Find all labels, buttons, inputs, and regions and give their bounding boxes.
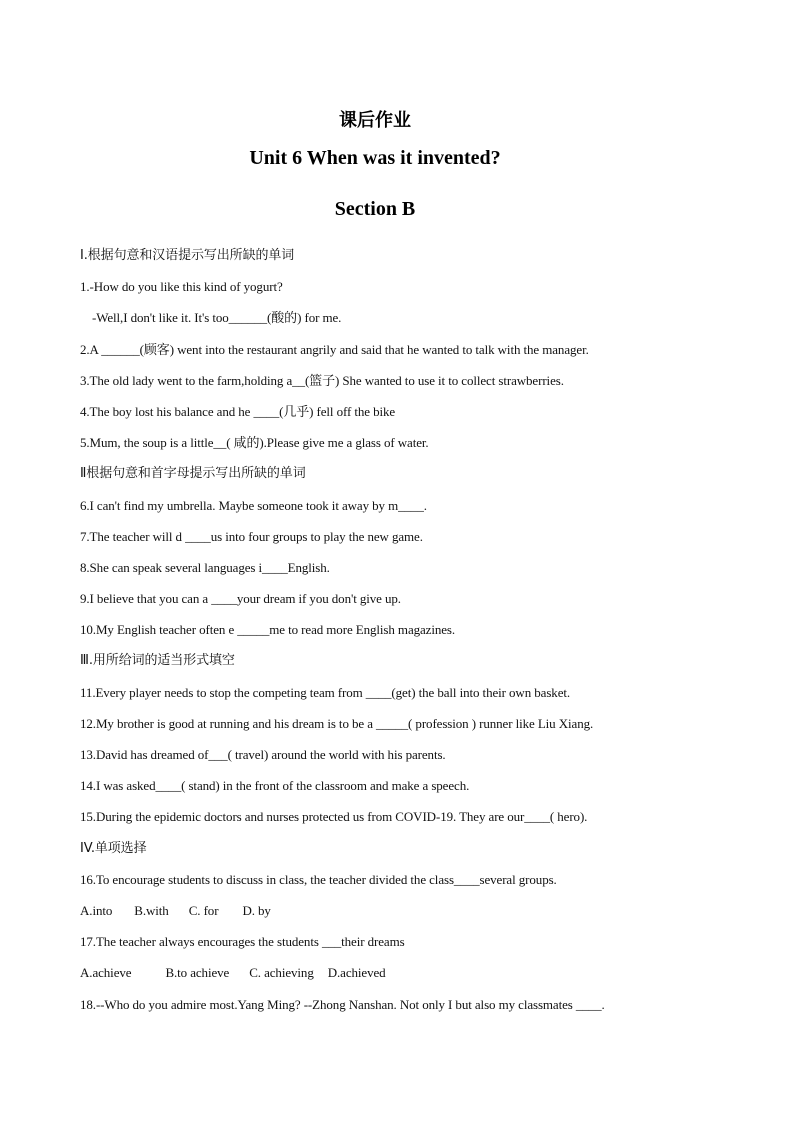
question-line: 18.--Who do you admire most.Yang Ming? --Zhong Nanshan. Not only I but also my classmates ____.	[80, 996, 605, 1012]
question-line: 14.I was asked____( stand) in the front of the classroom and make a speech.	[80, 778, 470, 794]
section-heading: I.根据句意和汉语提示写出所缺的单词	[80, 248, 295, 263]
question-line: 13.David has dreamed of___( travel) around the world with his parents.	[80, 747, 446, 762]
option-c: C. for	[188, 902, 219, 918]
question-line: 11.Every player needs to stop the competing team from ____(get) the ball into their own basket.	[80, 684, 571, 700]
question-line: 5.Mum, the soup is a little__( 咸的).Please give me a glass of water.	[80, 435, 429, 451]
answer-options	[80, 895, 720, 926]
section-heading: Ⅲ.用所给词的适当形式填空	[80, 653, 235, 669]
section-heading: IV.单项选择	[80, 840, 147, 856]
section-heading: Ⅱ根据句意和首字母提示写出所缺的单词	[80, 466, 306, 482]
question-line: 10.My English teacher often e _____me to read more English magazines.	[80, 622, 456, 638]
option-b: B.with	[134, 902, 169, 918]
unit-title: Unit 6 When was it invented?	[249, 147, 501, 169]
option-d: D. by	[242, 902, 271, 918]
answer-options	[80, 957, 720, 988]
question-line: 16.To encourage students to discuss in class, the teacher divided the class____several groups.	[80, 871, 557, 887]
question-line: 17.The teacher always encourages the students ___their dreams	[80, 934, 405, 950]
question-line: 2.A ______(顾客) went into the restaurant angrily and said that he wanted to talk with the manager.	[80, 341, 589, 357]
question-line: 8.She can speak several languages i____English.	[80, 559, 330, 575]
option-c: C. achieving	[249, 965, 314, 981]
option-d: D.achieved	[327, 965, 386, 981]
option-a: A.into	[80, 902, 113, 918]
option-a: A.achieve	[80, 965, 132, 981]
question-line: 3.The old lady went to the farm,holding a__(篮子) She wanted to use it to collect strawberries.	[80, 372, 564, 388]
question-line: 7.The teacher will d ____us into four groups to play the new game.	[80, 528, 423, 544]
exercise-list	[80, 240, 720, 1020]
question-line: 4.The boy lost his balance and he ____(几乎) fell off the bike	[80, 403, 396, 419]
question-line: 12.My brother is good at running and his dream is to be a _____( profession ) runner like Liu Xiang.	[80, 715, 594, 731]
section-title: Section B	[334, 198, 416, 220]
homework-title: 课后作业	[339, 110, 411, 131]
option-b: B.to achieve	[165, 965, 230, 981]
question-line: 9.I believe that you can a ____your dream if you don't give up.	[80, 591, 401, 607]
question-line: 1.-How do you like this kind of yogurt?	[80, 279, 283, 295]
question-line: 6.I can't find my umbrella. Maybe someone took it away by m____.	[80, 497, 427, 513]
question-line: -Well,I don't like it. It's too______(酸的) for me.	[92, 310, 342, 326]
question-line: 15.During the epidemic doctors and nurses protected us from COVID-19. They are our____( hero).	[80, 809, 588, 825]
